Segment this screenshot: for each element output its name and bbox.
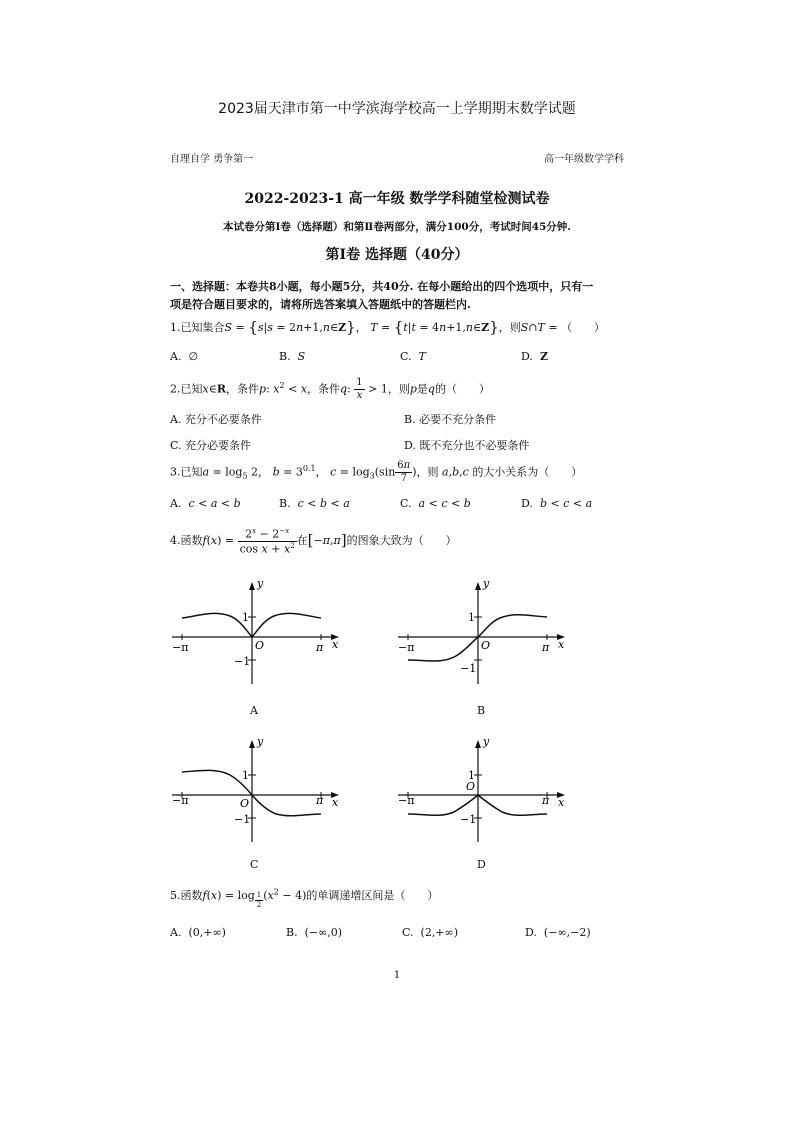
- graph-c: [168, 734, 343, 844]
- question-2: 2.已知x∈R，条件p: $x^2 < x$，条件q: $\frac{1}{x}$ > 1，则p是q的（ ）: [170, 377, 490, 401]
- q2-option-c: C. 充分必要条件: [170, 439, 252, 452]
- graph-d-caption: D: [477, 858, 486, 871]
- graph-b: [394, 576, 569, 686]
- q2-option-d: D. 既不充分也不必要条件: [404, 439, 530, 452]
- q1-pre: 已知集合: [180, 321, 225, 334]
- graph-b-tick-1: 1: [468, 611, 475, 624]
- graph-c-tick-negpi: −π: [172, 794, 189, 807]
- graph-a-tick-1: 1: [242, 611, 249, 624]
- graph-d-origin: O: [466, 780, 476, 793]
- q3-option-b: B. c < b < a: [279, 497, 350, 510]
- graph-d-tick-pi: π: [542, 794, 550, 807]
- graph-b-tick-pi: π: [542, 641, 550, 654]
- graph-b-tick-negpi: −π: [398, 641, 415, 654]
- q3-option-a: A. c < a < b: [170, 497, 241, 510]
- graph-b-origin: O: [481, 639, 491, 652]
- graph-d-tick-1: 1: [468, 769, 475, 782]
- q1-number: 1.: [170, 321, 181, 334]
- graph-a: [168, 576, 343, 686]
- graph-c-y-label: y: [257, 735, 264, 748]
- graph-d-tick-negpi: −π: [398, 794, 415, 807]
- q5-option-c: C. (2,+∞): [402, 926, 458, 939]
- section-instructions-line1: 一、选择题：本卷共8小题，每小题5分，共40分. 在每小题给出的四个选项中，只有一: [170, 280, 594, 293]
- graph-c-x-label: x: [332, 796, 339, 809]
- question-4: 4.函数f(x) = $\frac{2^x - 2^{-x}}{\cos x + x^2}$ 在[−π,π]的图象大致为（ ）: [170, 527, 457, 556]
- graph-a-origin: O: [255, 639, 265, 652]
- exam-title: 2022-2023-1 高一年级 数学学科随堂检测试卷: [244, 191, 550, 207]
- graph-d-y-label: y: [483, 735, 490, 748]
- graph-d-x-label: x: [558, 796, 565, 809]
- q1-option-a: A. ∅: [170, 350, 199, 363]
- part-title: 第Ⅰ卷 选择题（40分）: [325, 247, 469, 263]
- q1-post: ，则: [498, 321, 521, 334]
- document-title: 2023届天津市第一中学滨海学校高一上学期期末数学试题: [218, 101, 576, 117]
- graph-d: [394, 734, 569, 844]
- q2-option-a: A. 充分不必要条件: [170, 413, 262, 426]
- header-left: 自理自学 勇争第一: [170, 154, 254, 165]
- exam-note: 本试卷分第Ⅰ卷（选择题）和第Ⅱ卷两部分，满分100分，考试时间45分钟.: [223, 221, 571, 233]
- section-instructions-line2: 项是符合题目要求的，请将所选答案填入答题纸中的答题栏内.: [170, 298, 471, 311]
- graph-b-caption: B: [477, 704, 486, 717]
- q1-option-d: D. Z: [521, 350, 548, 363]
- graph-b-tick-neg1: −1: [460, 662, 477, 675]
- q3-option-d: D. b < c < a: [521, 497, 593, 510]
- page-number: 1: [393, 970, 401, 981]
- q3-option-c: C. a < c < b: [400, 497, 471, 510]
- question-5: 5.函数f(x) = log $_{\frac{1}{2}}$ $(x^2 - 4)$的单调递增区间是（ ）: [170, 887, 439, 909]
- graph-c-tick-1: 1: [242, 769, 249, 782]
- graph-b-x-label: x: [558, 638, 565, 651]
- q1-option-c: C. T: [400, 350, 426, 363]
- header-right: 高一年级数学学科: [544, 154, 624, 165]
- question-1: 1.已知集合S = {s|s = 2n+1,n∈Z}， T = {t|t = 4n+1,n∈Z}，则S∩T = （ ）: [170, 318, 606, 336]
- graph-a-tick-pi: π: [316, 641, 324, 654]
- q5-option-b: B. (−∞,0): [286, 926, 343, 939]
- q1-option-b: B. S: [279, 350, 306, 363]
- graph-a-tick-neg1: −1: [234, 655, 251, 668]
- q2-option-b: B. 必要不充分条件: [404, 413, 497, 426]
- graph-a-y-label: y: [257, 577, 264, 590]
- q5-option-a: A. (0,+∞): [170, 926, 226, 939]
- q5-option-d: D. (−∞,−2): [525, 926, 591, 939]
- graph-a-tick-negpi: −π: [172, 641, 189, 654]
- graph-b-y-label: y: [483, 577, 490, 590]
- graph-d-tick-neg1: −1: [460, 813, 477, 826]
- graph-a-x-label: x: [332, 638, 339, 651]
- graph-c-origin: O: [240, 797, 250, 810]
- graph-a-caption: A: [250, 704, 258, 717]
- question-3: 3.已知$a = \log_5 2$， $b = 3^{0.1}$， $c = \log_3(\sin$ $\frac{6\pi}{7}$ )，则 a,b,c 的大小关系为（ ）: [170, 460, 583, 484]
- q1-blank: （ ）: [561, 321, 606, 334]
- graph-c-caption: C: [250, 858, 259, 871]
- graph-c-tick-neg1: −1: [234, 813, 251, 826]
- graph-c-tick-pi: π: [316, 794, 324, 807]
